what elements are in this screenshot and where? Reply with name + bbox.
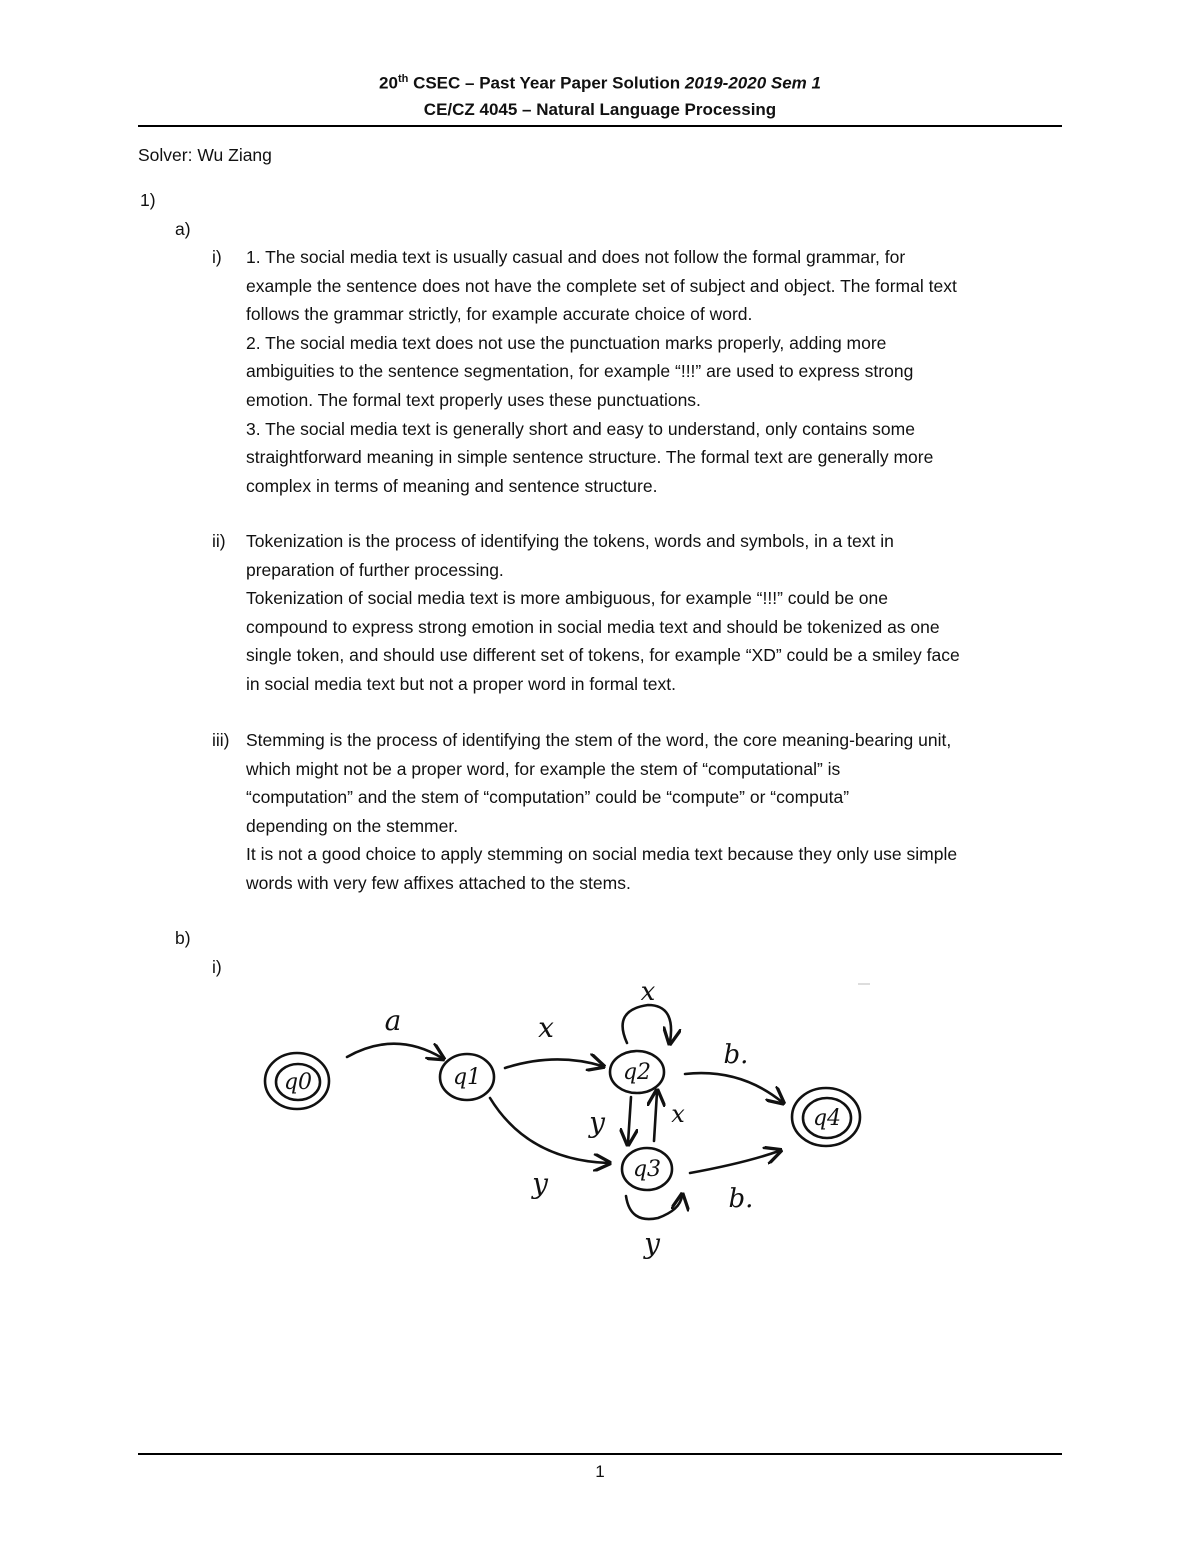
transition-label: y [589, 1106, 605, 1139]
header-line-1: 20th CSEC – Past Year Paper Solution 2019-2020 Sem 1 [379, 73, 821, 93]
transition-label: x [640, 977, 656, 1007]
part-b-i-label: i) [212, 957, 222, 977]
state-q2 [610, 1051, 664, 1093]
page-number: 1 [595, 1462, 605, 1481]
answer-line: “computation” and the stem of “computation” could be “compute” or “computa” [246, 787, 850, 808]
answer-line: emotion. The formal text properly uses these punctuations. [246, 389, 701, 410]
answer-line: single token, and should use different set of tokens, for example “XD” could be a smiley face [246, 645, 960, 666]
answer-line: 3. The social media text is generally short and easy to understand, only contains some [246, 418, 915, 439]
transition-label: a [384, 1004, 402, 1037]
transition-q2-loop [623, 1005, 671, 1043]
transition-q3-loop [626, 1196, 682, 1219]
state-label: q4 [812, 1106, 842, 1131]
answer-line: 1. The social media text is usually casual and does not follow the formal grammar, for [246, 247, 906, 267]
header-line-2: CE/CZ 4045 – Natural Language Processing [423, 100, 777, 119]
transition-q0-q1 [347, 1044, 442, 1058]
state-label: q1 [452, 1065, 482, 1090]
state-label: q2 [622, 1060, 652, 1085]
part-b-label: b) [175, 928, 191, 948]
transition-label: x [538, 1011, 554, 1044]
answer-line: Stemming is the process of identifying the stem of the word, the core meaning-bearing unit, [246, 730, 952, 750]
answer-line: in social media text but not a proper word in formal text. [246, 673, 676, 694]
state-q0 [265, 1053, 329, 1109]
answer-line: Tokenization of social media text is more ambiguous, for example “!!!” could be one [246, 588, 888, 609]
transition-q3-q2 [654, 1092, 657, 1141]
answer-line: Tokenization is the process of identifying the tokens, words and symbols, in a text in [246, 531, 894, 551]
answer-line: compound to express strong emotion in social media text and should be tokenized as one [246, 616, 940, 637]
answer-line: 2. The social media text does not use the punctuation marks properly, adding more [246, 332, 887, 353]
solver-name: Solver: Wu Ziang [138, 145, 272, 165]
state-q4 [792, 1088, 860, 1146]
part-a-iii-label: iii) [212, 730, 230, 750]
state-label: q3 [632, 1157, 662, 1182]
transition-q2-q4 [685, 1073, 782, 1102]
transition-label: y [644, 1227, 660, 1260]
state-q1 [440, 1054, 494, 1100]
answer-line: words with very few affixes attached to the stems. [246, 872, 631, 893]
answer-line: straightforward meaning in simple sentence structure. The formal text are generally more [246, 447, 934, 468]
transition-q3-q4 [690, 1151, 779, 1173]
answer-line: which might not be a proper word, for example the stem of “computational” is [246, 758, 841, 779]
transition-q2-q3 [628, 1097, 631, 1143]
transition-q1-q2 [505, 1059, 602, 1068]
transition-label: x [671, 1100, 685, 1128]
state-q3 [622, 1148, 672, 1190]
answer-line: example the sentence does not have the complete set of subject and object. The formal text [246, 275, 957, 296]
part-a-ii-label: ii) [212, 531, 226, 551]
state-label: q0 [283, 1070, 313, 1095]
part-a-i-label: i) [212, 247, 222, 267]
answer-line: preparation of further processing. [246, 559, 504, 580]
footer-divider [138, 1453, 1062, 1455]
transition-label: b. [723, 1040, 749, 1070]
answer-line: It is not a good choice to apply stemming on social media text because they only use simple [246, 844, 958, 865]
part-a-label: a) [175, 219, 191, 239]
transition-label: y [532, 1167, 548, 1200]
transition-label: b. [728, 1184, 754, 1214]
answer-line: follows the grammar strictly, for example accurate choice of word. [246, 304, 753, 325]
question-number: 1) [140, 190, 156, 210]
answer-line: depending on the stemmer. [246, 815, 459, 836]
answer-line: ambiguities to the sentence segmentation, for example “!!!” are used to express strong [246, 361, 914, 382]
answer-line: complex in terms of meaning and sentence structure. [246, 475, 658, 496]
